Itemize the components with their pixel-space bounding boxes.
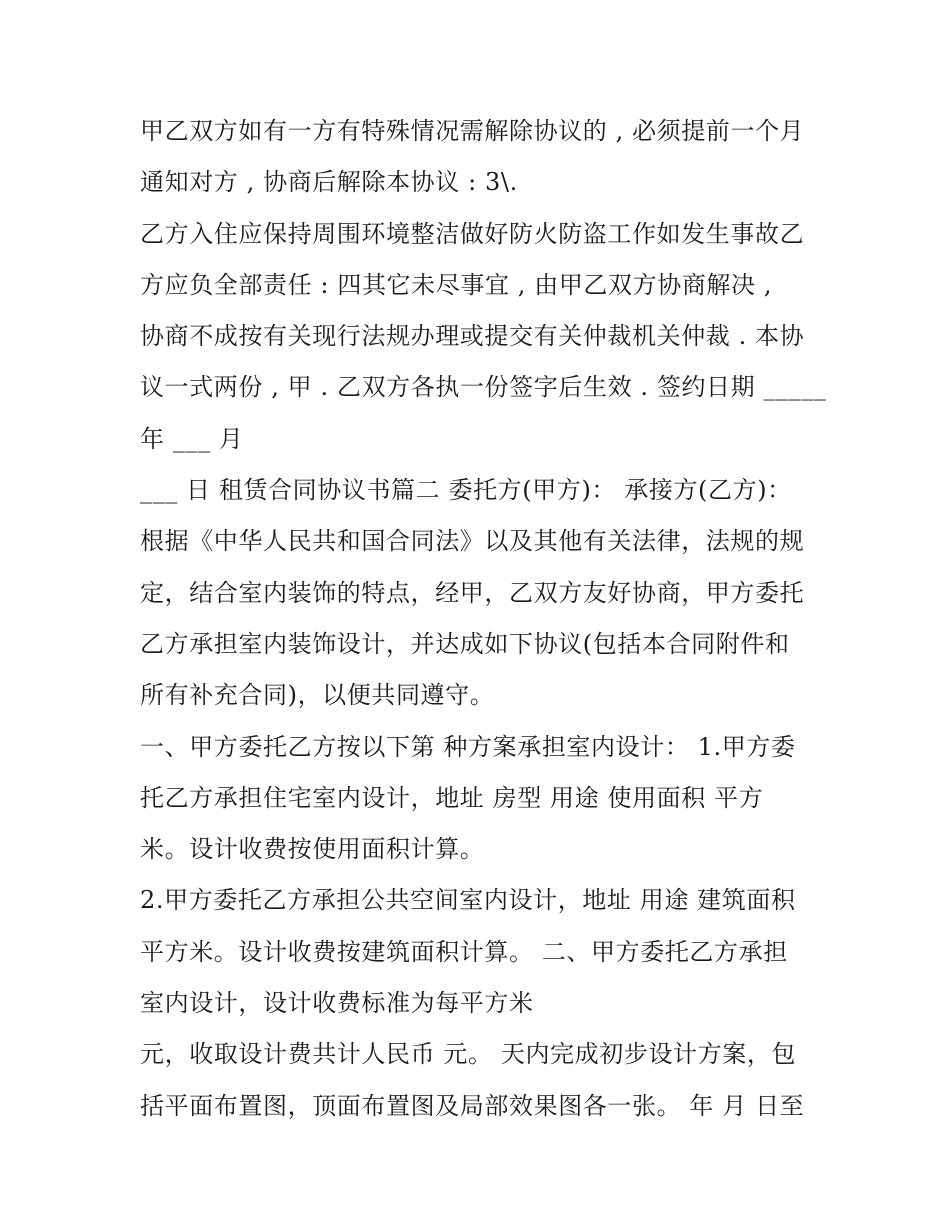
text-line-17: 平方米。设计收费按建筑面积计算。 二、甲方委托乙方承担 xyxy=(140,937,788,966)
text-line-14: 托乙方承担住宅室内设计，地址 房型 用途 使用面积 平方 xyxy=(140,783,764,812)
text-line-3: 乙方入住应保持周围环境整洁做好防火防盗工作如发生事故乙 xyxy=(140,219,805,248)
text-line-13: 一、甲方委托乙方按以下第 种方案承担室内设计： 1.甲方委 xyxy=(140,732,796,761)
text-line-2: 通知对方 , 协商后解除本协议 : 3\. xyxy=(140,168,518,197)
text-line-7: 年 ___ 月 xyxy=(140,424,244,453)
text-line-11: 乙方承担室内装饰设计，并达成如下协议(包括本合同附件和 xyxy=(140,629,790,658)
text-line-16: 2.甲方委托乙方承担公共空间室内设计，地址 用途 建筑面积 xyxy=(140,886,796,915)
text-line-15: 米。设计收费按使用面积计算。 xyxy=(140,835,485,864)
text-line-8: ___ 日 租赁合同协议书篇二 委托方(甲方)： 承接方(乙方)： xyxy=(140,476,792,505)
text-line-9: 根据《中华人民共和国合同法》以及其他有关法律，法规的规 xyxy=(140,527,805,556)
document-body xyxy=(140,112,830,1138)
text-line-18: 室内设计，设计收费标准为每平方米 xyxy=(140,989,534,1018)
text-line-12: 所有补充合同)，以便共同遵守。 xyxy=(140,681,495,710)
text-line-19: 元，收取设计费共计人民币 元。 天内完成初步设计方案，包 xyxy=(140,1040,797,1069)
text-line-4: 方应负全部责任 : 四其它未尽事宜 , 由甲乙双方协商解决 , xyxy=(140,270,773,299)
text-line-5: 协商不成按有关现行法规办理或提交有关仲裁机关仲裁 . 本协 xyxy=(140,322,805,351)
text-line-10: 定，结合室内装饰的特点，经甲，乙双方友好协商，甲方委托 xyxy=(140,578,805,607)
text-line-6: 议一式两份 , 甲 . 乙双方各执一份签字后生效 . 签约日期 _____ xyxy=(140,373,827,402)
text-line-1: 甲乙双方如有一方有特殊情况需解除协议的 , 必须提前一个月 xyxy=(140,117,805,145)
text-line-20: 括平面布置图，顶面布置图及局部效果图各一张。 年 月 日至 xyxy=(140,1091,805,1120)
